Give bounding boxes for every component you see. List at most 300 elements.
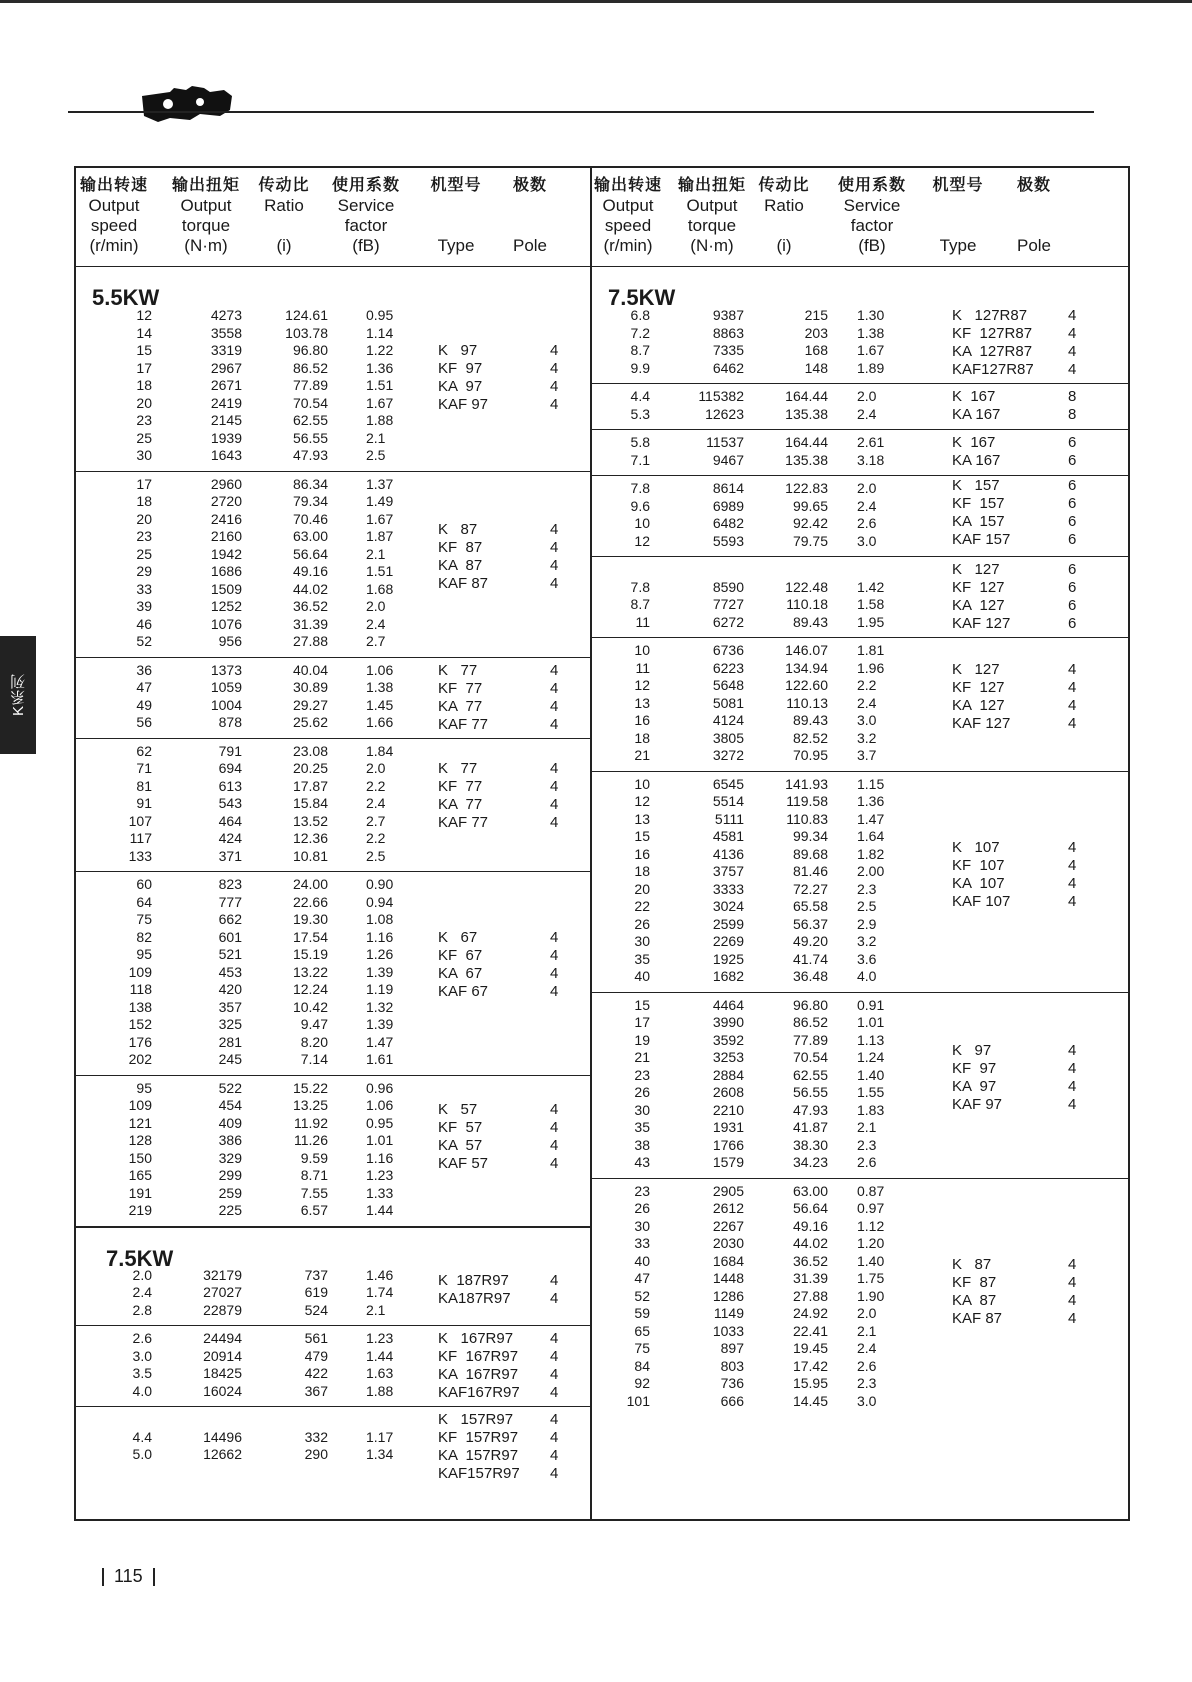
table-row: [592, 1154, 1128, 1172]
table-row: [592, 747, 1128, 765]
pole-count: 4: [550, 946, 559, 964]
output-torque: 823: [218, 876, 242, 892]
output-speed: 21: [634, 1049, 650, 1065]
output-speed: 16: [634, 845, 650, 862]
output-speed: 17: [136, 359, 152, 376]
output-torque: 6462: [712, 359, 744, 376]
table-row: [76, 447, 590, 465]
header-en: Output: [180, 196, 232, 215]
table-row: [76, 616, 590, 634]
type-list: [438, 1272, 588, 1308]
service-factor: 1.68: [366, 580, 394, 597]
service-factor: 1.87: [366, 528, 394, 544]
output-torque: 4464: [712, 996, 744, 1013]
pole-count: 4: [550, 661, 559, 679]
output-speed: 95: [136, 1079, 152, 1096]
output-torque: 3757: [712, 863, 744, 879]
type-list: [438, 662, 588, 734]
ratio: 99.65: [792, 497, 828, 514]
output-torque: 1373: [210, 661, 242, 678]
ratio: 47.93: [792, 1101, 828, 1118]
ratio: 96.80: [292, 342, 328, 358]
pole-count: 4: [1068, 856, 1077, 874]
type-code: K 107: [952, 838, 1000, 856]
service-factor: 2.7: [366, 633, 386, 649]
table-row: [76, 493, 590, 511]
output-torque: 22879: [203, 1301, 242, 1318]
output-speed: 52: [136, 633, 152, 649]
output-torque: 27027: [203, 1284, 242, 1300]
table-row: [592, 776, 1128, 794]
output-speed: 2.8: [132, 1301, 152, 1318]
service-factor: 1.12: [857, 1217, 885, 1234]
output-speed: 82: [136, 928, 152, 945]
service-factor: 1.84: [366, 742, 394, 759]
output-speed: 7.2: [630, 324, 650, 341]
header-en: (r/min): [603, 236, 653, 255]
type-line: [438, 796, 588, 814]
ratio: 122.60: [785, 677, 828, 693]
service-factor: 1.16: [366, 928, 394, 945]
type-line: [438, 1465, 588, 1483]
type-line: [952, 697, 1122, 715]
type-line: [952, 839, 1122, 857]
pole-count: 6: [1068, 530, 1077, 548]
pole-count: 8: [1068, 406, 1077, 423]
brand-logo-icon: [140, 80, 236, 124]
service-factor: 2.0: [857, 1305, 877, 1321]
header-en: (fB): [352, 236, 380, 255]
output-speed: 33: [136, 580, 152, 597]
output-speed: 25: [136, 545, 152, 562]
service-factor: 1.96: [857, 659, 885, 676]
header-en: [498, 216, 562, 236]
header-cell: [326, 176, 406, 256]
output-speed: 15: [634, 996, 650, 1013]
pole-count: 4: [550, 1271, 559, 1289]
pole-count: 4: [1068, 892, 1077, 910]
ratio: 15.22: [292, 1079, 328, 1096]
output-speed: 17: [136, 475, 152, 492]
spec-group: [592, 1179, 1128, 1417]
table-row: [592, 1014, 1128, 1032]
type-line: [438, 539, 588, 557]
type-code: K 127: [952, 561, 1000, 578]
type-code: KA 77: [438, 796, 483, 813]
ratio: 56.37: [792, 915, 828, 932]
output-speed: 18: [634, 729, 650, 746]
type-code: KA187R97: [438, 1289, 511, 1307]
type-line: [952, 893, 1122, 911]
output-torque: 3319: [210, 342, 242, 358]
ratio: 7.55: [300, 1184, 328, 1201]
table-row: [592, 1183, 1128, 1201]
page-top-edge: [0, 0, 1192, 3]
output-torque: 1686: [210, 563, 242, 579]
service-factor: 1.74: [366, 1284, 394, 1300]
ratio: 110.83: [786, 810, 828, 827]
type-code: K 167R97: [438, 1330, 514, 1347]
ratio: 22.41: [792, 1322, 828, 1339]
service-factor: 1.40: [857, 1252, 885, 1269]
ratio: 524: [304, 1301, 328, 1318]
type-line: [952, 715, 1122, 733]
header-en: (fB): [858, 236, 886, 255]
header-en: [498, 196, 562, 216]
header-cn: 输出转速: [593, 177, 662, 194]
output-torque: 2419: [210, 394, 242, 411]
table-row: [592, 997, 1128, 1015]
service-factor: 1.47: [857, 810, 885, 827]
ratio: 79.34: [292, 493, 328, 509]
output-torque: 18425: [203, 1365, 242, 1381]
ratio: 737: [304, 1266, 328, 1283]
output-speed: 92: [634, 1375, 650, 1391]
type-line: [438, 760, 588, 778]
left-groups: [76, 303, 590, 1227]
ratio: 14.45: [792, 1392, 828, 1409]
type-code: K 127: [952, 661, 1000, 679]
table-row: [592, 968, 1128, 986]
output-speed: 15: [136, 342, 152, 358]
type-list: [438, 1330, 588, 1402]
pole-count: 4: [550, 1465, 559, 1482]
type-code: K 87: [438, 521, 478, 538]
output-speed: 30: [634, 1101, 650, 1118]
service-factor: 3.0: [857, 712, 877, 728]
service-factor: 1.08: [366, 911, 394, 927]
output-torque: 3558: [210, 324, 242, 341]
output-speed: 19: [634, 1031, 650, 1048]
output-speed: 107: [128, 812, 152, 829]
type-line: [952, 477, 1122, 495]
output-torque: 259: [218, 1184, 242, 1201]
ratio: 49.16: [292, 563, 328, 579]
output-torque: 897: [720, 1340, 744, 1356]
pole-count: 6: [1068, 561, 1077, 578]
type-code: KF 167R97: [438, 1348, 519, 1365]
type-line: [952, 307, 1122, 325]
service-factor: 1.67: [366, 510, 394, 527]
output-speed: 202: [128, 1051, 152, 1067]
service-factor: 2.0: [366, 760, 386, 776]
ratio: 15.95: [792, 1375, 828, 1391]
service-factor: 2.4: [366, 795, 386, 811]
type-code: KA 107: [952, 874, 1005, 892]
ratio: 9.47: [300, 1016, 328, 1032]
output-torque: 12662: [203, 1446, 242, 1462]
table-row: [592, 1393, 1128, 1411]
table-row: [76, 911, 590, 929]
type-line: [952, 857, 1122, 875]
type-code: K 167: [952, 388, 996, 405]
output-torque: 325: [218, 1016, 242, 1032]
output-speed: 71: [136, 760, 152, 776]
pole-count: 4: [1068, 1292, 1077, 1309]
ratio: 86.52: [292, 359, 328, 376]
type-line: [438, 716, 588, 734]
type-line: [438, 983, 588, 1001]
output-speed: 138: [128, 998, 152, 1015]
output-speed: 14: [136, 324, 152, 341]
type-code: KA 167: [952, 452, 1001, 469]
service-factor: 1.82: [857, 845, 885, 862]
header-cn: 使用系数: [837, 177, 906, 194]
service-factor: 2.5: [366, 847, 386, 864]
ratio: 290: [304, 1446, 328, 1462]
ratio: 56.55: [792, 1084, 828, 1100]
output-torque: 2160: [210, 528, 242, 544]
spec-group: [592, 303, 1128, 384]
ratio: 619: [304, 1284, 328, 1300]
ratio: 10.81: [292, 847, 328, 864]
output-speed: 30: [136, 447, 152, 463]
table-row: [592, 1200, 1128, 1218]
service-factor: 1.33: [366, 1184, 394, 1201]
output-torque: 2608: [712, 1084, 744, 1100]
output-torque: 521: [218, 946, 242, 962]
ratio: 24.92: [792, 1305, 828, 1321]
output-speed: 133: [128, 847, 152, 864]
header-en: (N·m): [690, 236, 734, 255]
pole-count: 6: [1068, 452, 1077, 469]
service-factor: 2.6: [857, 515, 877, 531]
header-en: [754, 216, 814, 236]
table-row: [592, 951, 1128, 969]
output-torque: 1942: [210, 545, 242, 562]
type-code: KA 67: [438, 964, 483, 982]
type-code: KA 167: [952, 406, 1001, 423]
table-row: [592, 916, 1128, 934]
type-line: [952, 1256, 1122, 1274]
ratio: 24.00: [292, 876, 328, 892]
spec-group: [592, 430, 1128, 476]
service-factor: 2.4: [366, 615, 386, 632]
type-line: [952, 434, 1122, 452]
ratio: 168: [804, 342, 828, 358]
type-list: [438, 521, 588, 593]
output-torque: 803: [720, 1357, 744, 1374]
type-line: [438, 1330, 588, 1348]
ratio: 110.13: [786, 694, 828, 711]
spec-group: [76, 1076, 590, 1227]
type-code: K 97: [952, 1042, 992, 1059]
service-factor: 1.90: [857, 1287, 885, 1304]
type-line: [438, 1155, 588, 1173]
service-factor: 2.3: [857, 1375, 877, 1391]
spec-group: [76, 472, 590, 658]
output-speed: 75: [634, 1340, 650, 1356]
type-code: KA 87: [952, 1292, 997, 1309]
type-code: KF 127: [952, 679, 1005, 697]
type-code: K 97: [438, 342, 478, 359]
header-en: Output: [686, 196, 738, 215]
service-factor: 2.4: [857, 694, 877, 711]
output-speed: 12: [634, 532, 650, 549]
output-speed: 13: [634, 694, 650, 711]
ratio: 134.94: [785, 659, 828, 676]
service-factor: 1.81: [857, 642, 885, 658]
type-line: [952, 1078, 1122, 1096]
output-speed: 23: [634, 1066, 650, 1083]
output-speed: 18: [634, 863, 650, 879]
service-factor: 3.2: [857, 933, 877, 949]
type-line: [438, 965, 588, 983]
type-code: KF 157R97: [438, 1429, 519, 1446]
right-column: [592, 166, 1128, 1416]
service-factor: 1.13: [857, 1031, 885, 1048]
output-torque: 1579: [712, 1154, 744, 1170]
service-factor: 1.32: [366, 998, 394, 1015]
type-list: [438, 760, 588, 832]
type-code: KAF 77: [438, 715, 489, 733]
output-speed: 59: [634, 1305, 650, 1321]
service-factor: 1.44: [366, 1202, 394, 1218]
header-en: Type: [437, 236, 475, 255]
spec-group: [76, 1407, 590, 1487]
ratio: 29.27: [292, 696, 328, 713]
ratio: 119.58: [786, 793, 828, 809]
service-factor: 1.20: [857, 1235, 885, 1251]
output-speed: 17: [634, 1014, 650, 1030]
type-code: KF 67: [438, 946, 483, 964]
header-cell: [166, 176, 246, 256]
ratio: 23.08: [292, 742, 328, 759]
output-speed: 18: [136, 493, 152, 509]
output-torque: 32179: [203, 1266, 242, 1283]
service-factor: 1.14: [366, 324, 394, 341]
pole-count: 6: [1068, 494, 1077, 512]
output-speed: 25: [136, 429, 152, 446]
pole-count: 4: [1068, 1310, 1077, 1327]
output-torque: 329: [218, 1149, 242, 1166]
pole-count: 4: [550, 1429, 559, 1446]
service-factor: 1.61: [366, 1051, 394, 1067]
ratio: 44.02: [792, 1235, 828, 1251]
output-torque: 14496: [203, 1428, 242, 1445]
ratio: 135.38: [785, 451, 828, 468]
output-torque: 613: [218, 777, 242, 794]
ratio: 70.54: [792, 1049, 828, 1065]
pole-count: 4: [1068, 1078, 1077, 1095]
pole-count: 4: [550, 575, 559, 592]
ratio: 63.00: [792, 1182, 828, 1199]
type-line: [952, 452, 1122, 470]
service-factor: 1.67: [857, 342, 885, 358]
ratio: 12.24: [292, 981, 328, 997]
type-code: KF 97: [438, 360, 483, 377]
ratio: 17.42: [792, 1357, 828, 1374]
pole-count: 4: [550, 814, 559, 831]
ratio: 49.20: [792, 933, 828, 949]
pole-count: 4: [1068, 1042, 1077, 1059]
ratio: 20.25: [292, 760, 328, 776]
type-line: [952, 388, 1122, 406]
pole-count: 4: [1068, 325, 1077, 342]
output-speed: 101: [626, 1392, 650, 1409]
type-code: KAF 87: [438, 575, 489, 592]
service-factor: 3.2: [857, 729, 877, 746]
output-speed: 18: [136, 377, 152, 393]
header-en: Pole: [1016, 236, 1052, 255]
type-code: K 157: [952, 476, 1000, 494]
service-factor: 2.9: [857, 915, 877, 932]
output-speed: 165: [128, 1167, 152, 1183]
output-speed: 91: [136, 795, 152, 811]
output-torque: 424: [218, 830, 242, 846]
ratio: 13.52: [292, 812, 328, 829]
type-code: KAF 107: [952, 892, 1011, 910]
pole-count: 6: [1068, 579, 1077, 596]
header-cn: 输出转速: [79, 177, 148, 194]
ratio: 36.52: [292, 598, 328, 614]
output-torque: 3272: [712, 747, 744, 763]
type-line: [438, 778, 588, 796]
output-speed: 36: [136, 661, 152, 678]
output-torque: 1076: [210, 615, 242, 632]
output-torque: 281: [218, 1033, 242, 1050]
type-code: KAF157R97: [438, 1465, 520, 1482]
output-torque: 666: [720, 1392, 744, 1409]
ratio: 89.68: [792, 845, 828, 862]
table-row: [592, 1119, 1128, 1137]
service-factor: 2.2: [366, 777, 386, 794]
table-row: [76, 743, 590, 761]
ratio: 13.22: [292, 963, 328, 980]
output-torque: 1033: [712, 1322, 744, 1339]
pole-count: 4: [1068, 1060, 1077, 1077]
header-en: torque: [687, 216, 737, 235]
output-speed: 20: [634, 880, 650, 897]
spec-group: [592, 557, 1128, 638]
output-torque: 2145: [210, 412, 242, 428]
service-factor: 1.23: [366, 1330, 394, 1346]
output-torque: 956: [218, 633, 242, 649]
ratio: 27.88: [292, 633, 328, 649]
output-speed: 5.0: [132, 1446, 152, 1462]
output-torque: 1931: [712, 1119, 744, 1135]
service-factor: 2.6: [857, 1154, 877, 1170]
type-line: [952, 406, 1122, 424]
output-speed: 2.0: [132, 1266, 152, 1283]
header-en: Pole: [512, 236, 548, 255]
type-code: KAF 67: [438, 982, 489, 1000]
ratio: 31.39: [792, 1270, 828, 1286]
ratio: 56.64: [792, 1200, 828, 1216]
output-torque: 1939: [210, 429, 242, 446]
type-line: [438, 947, 588, 965]
ratio: 8.20: [300, 1033, 328, 1050]
type-line: [952, 679, 1122, 697]
output-torque: 225: [218, 1202, 242, 1218]
type-line: [952, 361, 1122, 379]
service-factor: 3.0: [857, 532, 877, 549]
output-speed: 65: [634, 1322, 650, 1339]
service-factor: 2.5: [366, 447, 386, 463]
left-header: [76, 166, 590, 267]
output-speed: 95: [136, 946, 152, 962]
type-list: [952, 307, 1122, 379]
table-row: [76, 1034, 590, 1052]
service-factor: 1.17: [366, 1428, 394, 1445]
output-torque: 1509: [210, 580, 242, 597]
output-torque: 3805: [712, 729, 744, 746]
service-factor: 2.0: [857, 388, 877, 404]
type-line: [952, 513, 1122, 531]
output-torque: 1925: [712, 950, 744, 967]
service-factor: 3.6: [857, 950, 877, 967]
ratio: 203: [804, 324, 828, 341]
